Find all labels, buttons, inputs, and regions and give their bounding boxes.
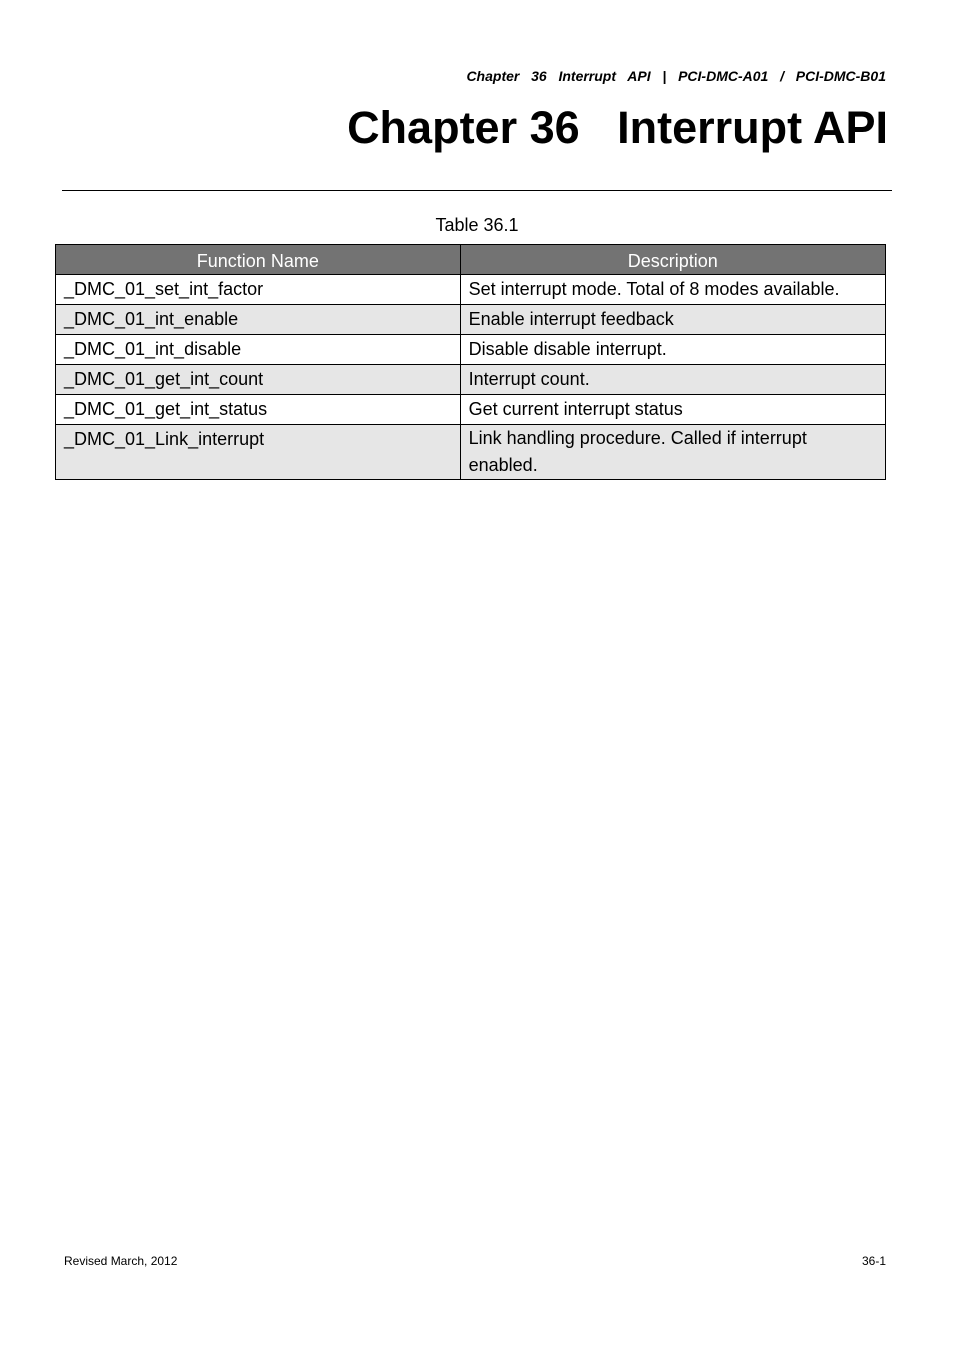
title-divider (62, 190, 892, 191)
table-row (56, 305, 886, 335)
function-name-cell: _DMC_01_Link_interrupt (56, 425, 461, 480)
table-row (56, 335, 886, 365)
description-cell: Disable disable interrupt. (460, 335, 885, 365)
table-header-row (56, 245, 886, 275)
description-cell: Set interrupt mode. Total of 8 modes available. (460, 275, 885, 305)
chapter-title: Chapter 36 Interrupt API (347, 102, 888, 153)
footer-revision: Revised March, 2012 (64, 1254, 178, 1268)
description-cell: Link handling procedure. Called if interrupt enabled. (460, 425, 885, 480)
function-name-cell: _DMC_01_int_enable (56, 305, 461, 335)
running-header: Chapter 36 Interrupt API | PCI-DMC-A01 / PCI-DMC-B01 (466, 68, 886, 84)
function-name-cell: _DMC_01_get_int_status (56, 395, 461, 425)
column-header-function-name: Function Name (56, 245, 461, 275)
table-row (56, 425, 886, 480)
function-name-cell: _DMC_01_int_disable (56, 335, 461, 365)
function-name-cell: _DMC_01_set_int_factor (56, 275, 461, 305)
table-row (56, 275, 886, 305)
table-row (56, 365, 886, 395)
table-row (56, 395, 886, 425)
column-header-description: Description (460, 245, 885, 275)
table-caption: Table 36.1 (435, 215, 519, 235)
function-name-cell: _DMC_01_get_int_count (56, 365, 461, 395)
footer-page-number: 36-1 (861, 1254, 886, 1268)
description-cell: Enable interrupt feedback (460, 305, 885, 335)
description-cell: Get current interrupt status (460, 395, 885, 425)
description-cell: Interrupt count. (460, 365, 885, 395)
function-table (55, 244, 886, 480)
